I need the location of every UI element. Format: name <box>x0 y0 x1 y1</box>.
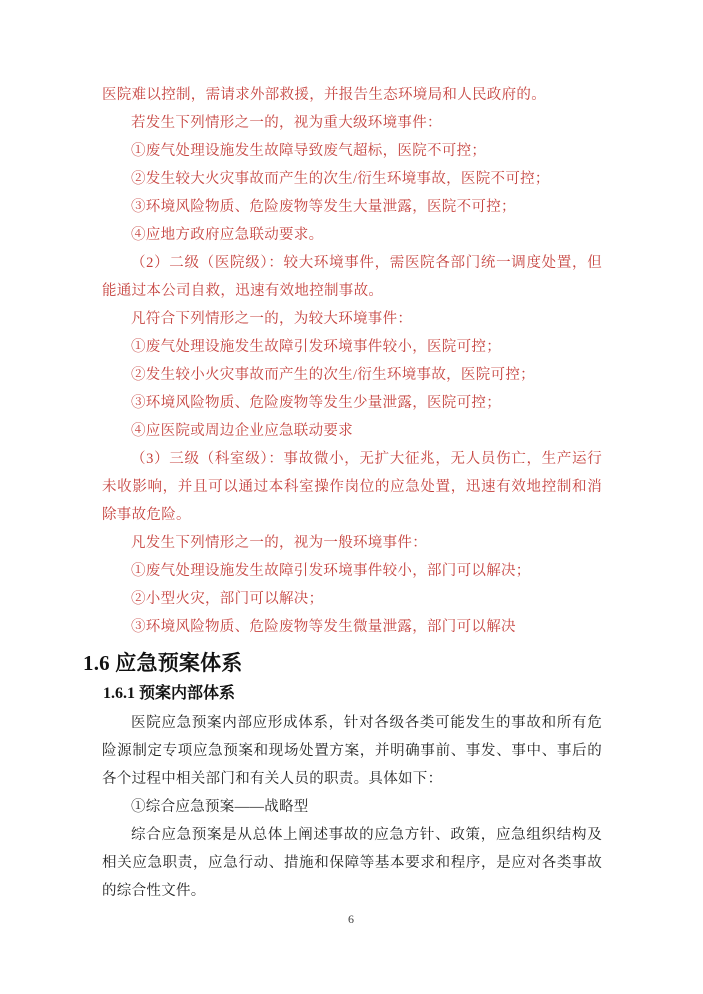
paragraph: （2）二级（医院级）：较大环境事件，需医院各部门统一调度处置，但能通过本公司自救，迅速有效地控制事故。 <box>102 255 602 299</box>
paragraph: ④应地方政府应急联动要求。 <box>131 227 324 243</box>
paragraph: ①废气处理设施发生故障导致废气超标，医院不可控； <box>131 143 487 159</box>
body-text-section <box>102 709 602 905</box>
page-number: 6 <box>348 912 355 926</box>
paragraph: （3）三级（科室级）：事故微小，无扩大征兆，无人员伤亡，生产运行未收影响，并且可以通过本科室操作岗位的应急处置，迅速有效地控制和消除事故危险。 <box>102 451 602 523</box>
paragraph: ②小型火灾，部门可以解决； <box>131 591 324 607</box>
paragraph: ①综合应急预案——战略型 <box>131 799 309 815</box>
paragraph: ②发生较小火灾事故而产生的次生/衍生环境事故，医院可控； <box>131 367 535 383</box>
paragraph: ③环境风险物质、危险废物等发生大量泄露，医院不可控； <box>131 199 516 215</box>
subsection-heading: 1.6.1 预案内部体系 <box>103 685 236 702</box>
paragraph: ③环境风险物质、危险废物等发生微量泄露，部门可以解决 <box>131 619 516 635</box>
paragraph: 综合应急预案是从总体上阐述事故的应急方针、政策，应急组织结构及相关应急职责，应急行动、措施和保障等基本要求和程序，是应对各类事故的综合性文件。 <box>102 827 602 899</box>
page-footer <box>0 910 703 928</box>
paragraph: ①废气处理设施发生故障引发环境事件较小，医院可控； <box>131 339 501 355</box>
paragraph: 凡符合下列情形之一的，为较大环境事件： <box>131 311 413 327</box>
page-content <box>83 81 602 905</box>
paragraph: ③环境风险物质、危险废物等发生少量泄露，医院可控； <box>131 395 501 411</box>
paragraph: ①废气处理设施发生故障引发环境事件较小，部门可以解决； <box>131 563 531 579</box>
paragraph: 凡发生下列情形之一的，视为一般环境事件： <box>131 535 427 551</box>
red-text-section <box>102 81 602 641</box>
paragraph: 若发生下列情形之一的，视为重大级环境事件： <box>131 115 442 131</box>
paragraph: ④应医院或周边企业应急联动要求 <box>131 423 353 439</box>
paragraph: 医院应急预案内部应形成体系，针对各级各类可能发生的事故和所有危险源制定专项应急预案和现场处置方案，并明确事前、事发、事中、事后的各个过程中相关部门和有关人员的职责。具体如下： <box>102 715 602 787</box>
paragraph: ②发生较大火灾事故而产生的次生/衍生环境事故，医院不可控； <box>131 171 550 187</box>
paragraph: 医院难以控制，需请求外部救援，并报告生态环境局和人民政府的。 <box>102 87 546 103</box>
section-heading: 1.6 应急预案体系 <box>83 651 243 675</box>
